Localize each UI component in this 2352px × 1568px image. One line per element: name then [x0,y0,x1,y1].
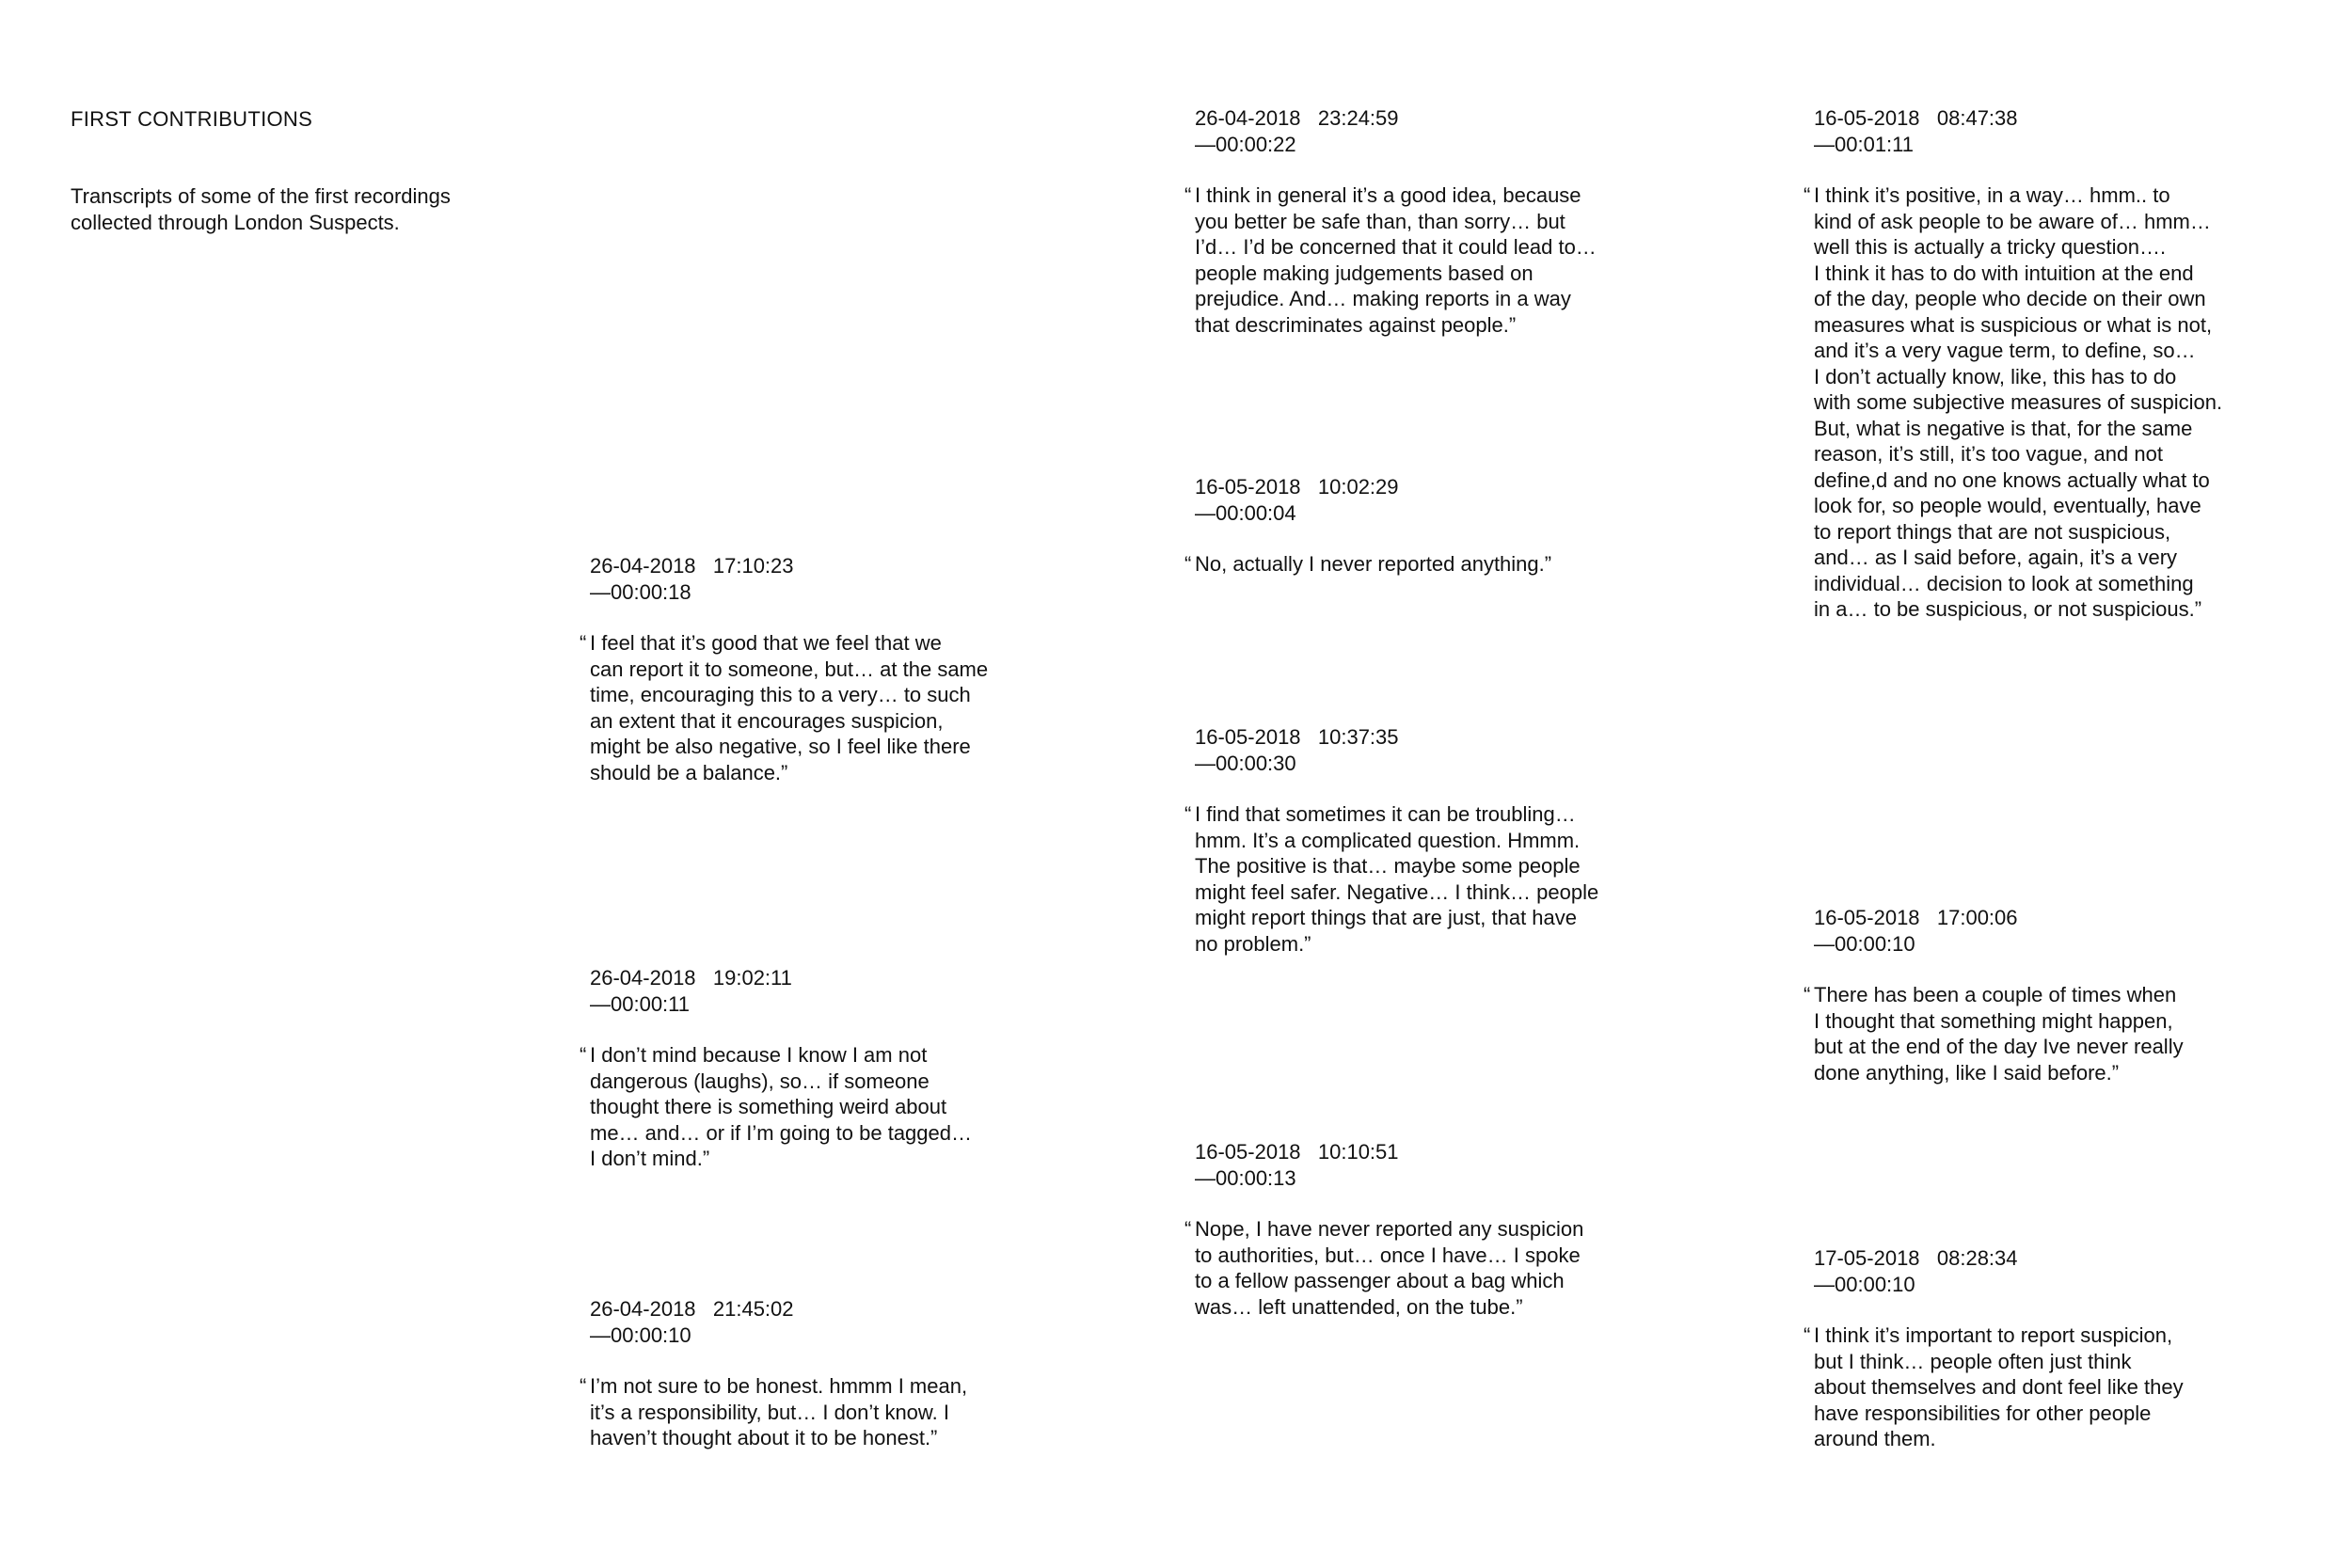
entry-quote [580,1373,1117,1451]
entry-quote [580,630,1117,785]
entry-duration: —00:00:13 [1195,1165,1296,1190]
entry-quote [1804,1323,2341,1452]
entry-quote-text: Nope, I have never reported any suspicion to authorities, but… once I have… I spoke to a fellow passenger about a bag which was… left unattended, on the tube.” [1195,1217,1584,1319]
open-quote-mark: “ [580,631,587,655]
entry-duration: —00:00:10 [1814,931,1915,956]
transcript-entry [1804,1245,2341,1452]
entry-quote [1184,551,1759,578]
entry-datetime: 26-04-2018 23:24:59 [1195,106,1399,130]
entry-quote [1804,982,2341,1085]
transcript-entry [1184,105,1759,338]
open-quote-mark: “ [1184,802,1192,826]
page-title: FIRST CONTRIBUTIONS [71,107,313,131]
entry-quote-text: There has been a couple of times when I thought that something might happen, but at the end of the day Ive never really done anything, like I said before.” [1814,983,2184,1085]
entry-duration: —00:00:11 [590,991,691,1016]
transcript-entry [580,1296,1117,1451]
transcript-entry [580,965,1117,1172]
transcript-entry [580,553,1117,785]
transcript-entry [1184,1139,1759,1320]
transcript-entry [1184,474,1759,578]
entry-quote-text: I find that sometimes it can be troubling… hmm. It’s a complicated question. Hmmm. The positive is that… maybe some people might feel safer. Negative… I think… people might report things that are just, that have no problem.” [1195,802,1599,956]
open-quote-mark: “ [1804,983,1811,1006]
entry-datetime: 26-04-2018 19:02:11 [590,966,792,990]
intro-text: Transcripts of some of the first recordings collected through London Suspects. [71,184,451,234]
open-quote-mark: “ [1184,1217,1192,1241]
transcript-entry [1804,105,2341,623]
transcript-entry [1184,724,1759,957]
entry-quote-text: I think in general it’s a good idea, because you better be safe than, than sorry… but I’d… I’d be concerned that it could lead to… people making judgements based on prejudice. And… making reports in a way that descriminates against people.” [1195,183,1597,337]
entry-datetime: 16-05-2018 17:00:06 [1814,906,2018,929]
entry-duration: —00:00:18 [590,579,691,604]
entry-datetime: 16-05-2018 08:47:38 [1814,106,2018,130]
entry-datetime: 16-05-2018 10:10:51 [1195,1140,1399,1164]
entry-duration: —00:00:30 [1195,751,1296,775]
entry-quote-text: I’m not sure to be honest. hmmm I mean, it’s a responsibility, but… I don’t know. I haven’t thought about it to be honest.” [590,1374,968,1449]
entry-quote-text: No, actually I never reported anything.” [1195,552,1552,576]
entry-datetime: 26-04-2018 17:10:23 [590,554,794,578]
entry-quote [1184,182,1759,338]
open-quote-mark: “ [1184,552,1192,576]
open-quote-mark: “ [580,1374,587,1398]
entry-quote-text: I think it’s important to report suspicion, but I think… people often just think about themselves and dont feel like they have responsibilities for other people around them. [1814,1323,2184,1450]
entry-duration: —00:01:11 [1814,132,1915,156]
entry-quote [1804,182,2341,623]
open-quote-mark: “ [580,1043,587,1067]
open-quote-mark: “ [1804,1323,1811,1347]
entry-quote [580,1042,1117,1172]
entry-quote-text: I feel that it’s good that we feel that we can report it to someone, but… at the same time, encouraging this to a very… to such an extent that it encourages suspicion, might be also negative, so I feel like there should be a balance.” [590,631,989,784]
entry-quote-text: I think it’s positive, in a way… hmm.. to kind of ask people to be aware of… hmm… well this is actually a tricky question…. I think it has to do with intuition at the end of the day, people who decide on their own measures what is suspicious or what is not, and it’s a very vague term, to define, so… I don’t actually know, like, this has to do with some subjective measures of suspicion. But, what is negative is that, for the same reason, it’s still, it’s too vague, and not define,d and no one knows actually what to look for, so people would, eventually, have to report things that are not suspicious, and… as I said before, again, it’s a very individual… decision to look at something in a… to be suspicious, or not suspicious.” [1814,183,2223,621]
entry-quote [1184,801,1759,957]
entry-duration: —00:00:22 [1195,132,1296,156]
transcript-entry [1804,905,2341,1085]
entry-quote-text: I don’t mind because I know I am not dangerous (laughs), so… if someone thought there is something weird about me… and… or if I’m going to be tagged… I don’t mind.” [590,1043,972,1170]
entry-duration: —00:00:04 [1195,500,1296,525]
entry-quote [1184,1216,1759,1320]
entry-duration: —00:00:10 [590,1323,691,1347]
entry-datetime: 17-05-2018 08:28:34 [1814,1246,2018,1270]
entry-datetime: 16-05-2018 10:37:35 [1195,725,1399,749]
entry-datetime: 16-05-2018 10:02:29 [1195,475,1399,499]
open-quote-mark: “ [1804,183,1811,207]
entry-datetime: 26-04-2018 21:45:02 [590,1297,794,1321]
entry-duration: —00:00:10 [1814,1272,1915,1296]
open-quote-mark: “ [1184,183,1192,207]
